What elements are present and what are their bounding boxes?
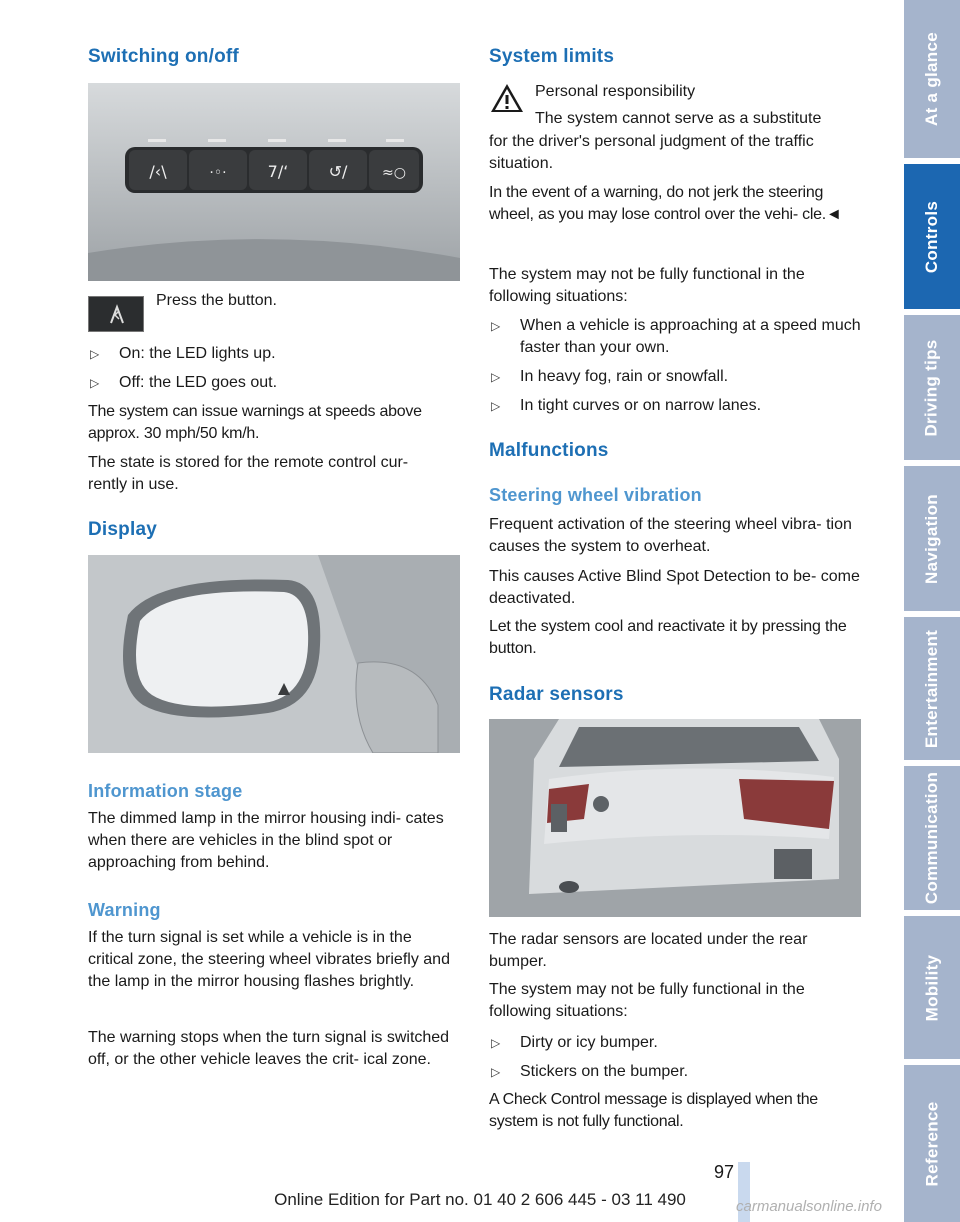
caution-title: Personal responsibility (535, 83, 696, 100)
radar-sensors-heading: Radar sensors (489, 684, 624, 705)
list-item: ▷ On: the LED lights up. (90, 345, 276, 362)
page-number: 97 (713, 1162, 734, 1182)
list-item: ▷ Stickers on the bumper. (491, 1063, 689, 1080)
information-stage-text: The dimmed lamp in the mirror housing indi- cates when there are vehicles in the blind spot or approaching from behind. (88, 810, 444, 871)
limits-intro: The system may not be fully functional in the following situations: (489, 266, 805, 305)
mirror-illustration (88, 555, 460, 753)
mirror-photo (88, 555, 460, 753)
tab-entertainment[interactable]: Entertainment (904, 617, 960, 760)
tab-controls[interactable]: Controls (904, 164, 960, 309)
tab-navigation[interactable]: Navigation (904, 466, 960, 611)
radar-text-3: A Check Control message is displayed when the system is not fully functional. (489, 1091, 818, 1130)
tab-mobility[interactable]: Mobility (904, 916, 960, 1059)
tab-at-a-glance[interactable]: At a glance (904, 0, 960, 158)
switching-heading: Switching on/off (88, 46, 239, 67)
vibration-heading: Steering wheel vibration (489, 485, 702, 505)
speed-paragraph: The system can issue warnings at speeds above approx. 30 mph/50 km/h. (88, 403, 422, 442)
edition-text: Online Edition for Part no. 01 40 2 606 445 - 03 11 490 (274, 1190, 686, 1209)
svg-text:≈○: ≈○ (382, 165, 406, 181)
caution-text: In the event of a warning, do not jerk the steering wheel, as you may lose control over the vehi- cle.◄ (489, 184, 842, 223)
svg-text:7/‘: 7/‘ (267, 162, 289, 181)
warning-text-1: If the turn signal is set while a vehicle is in the critical zone, the steering wheel vibrates briefly and the lamp in the mirror housing flashes brightly. (88, 929, 450, 990)
svg-text:/‹\: /‹\ (149, 162, 167, 181)
caution-line-2: for the driver's personal judgment of the traffic situation. (489, 133, 814, 172)
information-stage-heading: Information stage (88, 781, 243, 801)
list-item: ▷ In heavy fog, rain or snowfall. (491, 368, 729, 385)
car-rear-illustration (489, 719, 861, 917)
press-button-text: Press the button. (156, 292, 277, 309)
tab-reference[interactable]: Reference (904, 1065, 960, 1222)
tab-driving-tips[interactable]: Driving tips (904, 315, 960, 460)
tab-communication[interactable]: Communication (904, 766, 960, 910)
on-off-list (88, 343, 460, 394)
radar-text-2: The system may not be fully functional in the following situations: (489, 981, 805, 1020)
radar-text-1: The radar sensors are located under the rear bumper. (489, 931, 808, 970)
radar-list (489, 1032, 861, 1083)
state-paragraph: The state is stored for the remote control cur- rently in use. (88, 454, 409, 493)
list-item: ▷ Off: the LED goes out. (90, 374, 278, 391)
list-item: ▷ Dirty or icy bumper. (491, 1034, 658, 1051)
caution-line-1: The system cannot serve as a substitute (535, 110, 822, 127)
button-panel-photo (88, 83, 460, 281)
chapter-sidebar (904, 0, 960, 1222)
svg-text:↺/: ↺/ (328, 162, 348, 181)
car-rear-photo (489, 719, 861, 917)
warning-text-2: The warning stops when the turn signal is switched off, or the other vehicle leaves the crit- ical zone. (88, 1029, 450, 1068)
limits-list (489, 315, 861, 417)
vibration-text-3: Let the system cool and reactivate it by pressing the button. (489, 618, 847, 657)
list-item: ▷ In tight curves or on narrow lanes. (491, 397, 762, 414)
warning-heading: Warning (88, 900, 161, 920)
warning-triangle-icon (489, 82, 525, 114)
system-limits-heading: System limits (489, 46, 615, 67)
watermark: carmanualsonline.info (736, 1198, 882, 1215)
list-item: ▷ When a vehicle is approaching at a speed much faster than your own. (491, 317, 861, 356)
vibration-text-1: Frequent activation of the steering wheel vibra- tion causes the system to overheat. (489, 516, 852, 555)
svg-text:⋅◦⋅: ⋅◦⋅ (209, 165, 227, 181)
display-heading: Display (88, 519, 157, 540)
button-panel-illustration (88, 83, 460, 281)
blind-spot-button-icon (88, 296, 144, 332)
vibration-text-2: This causes Active Blind Spot Detection to be- come deactivated. (489, 568, 860, 607)
malfunctions-heading: Malfunctions (489, 440, 609, 461)
